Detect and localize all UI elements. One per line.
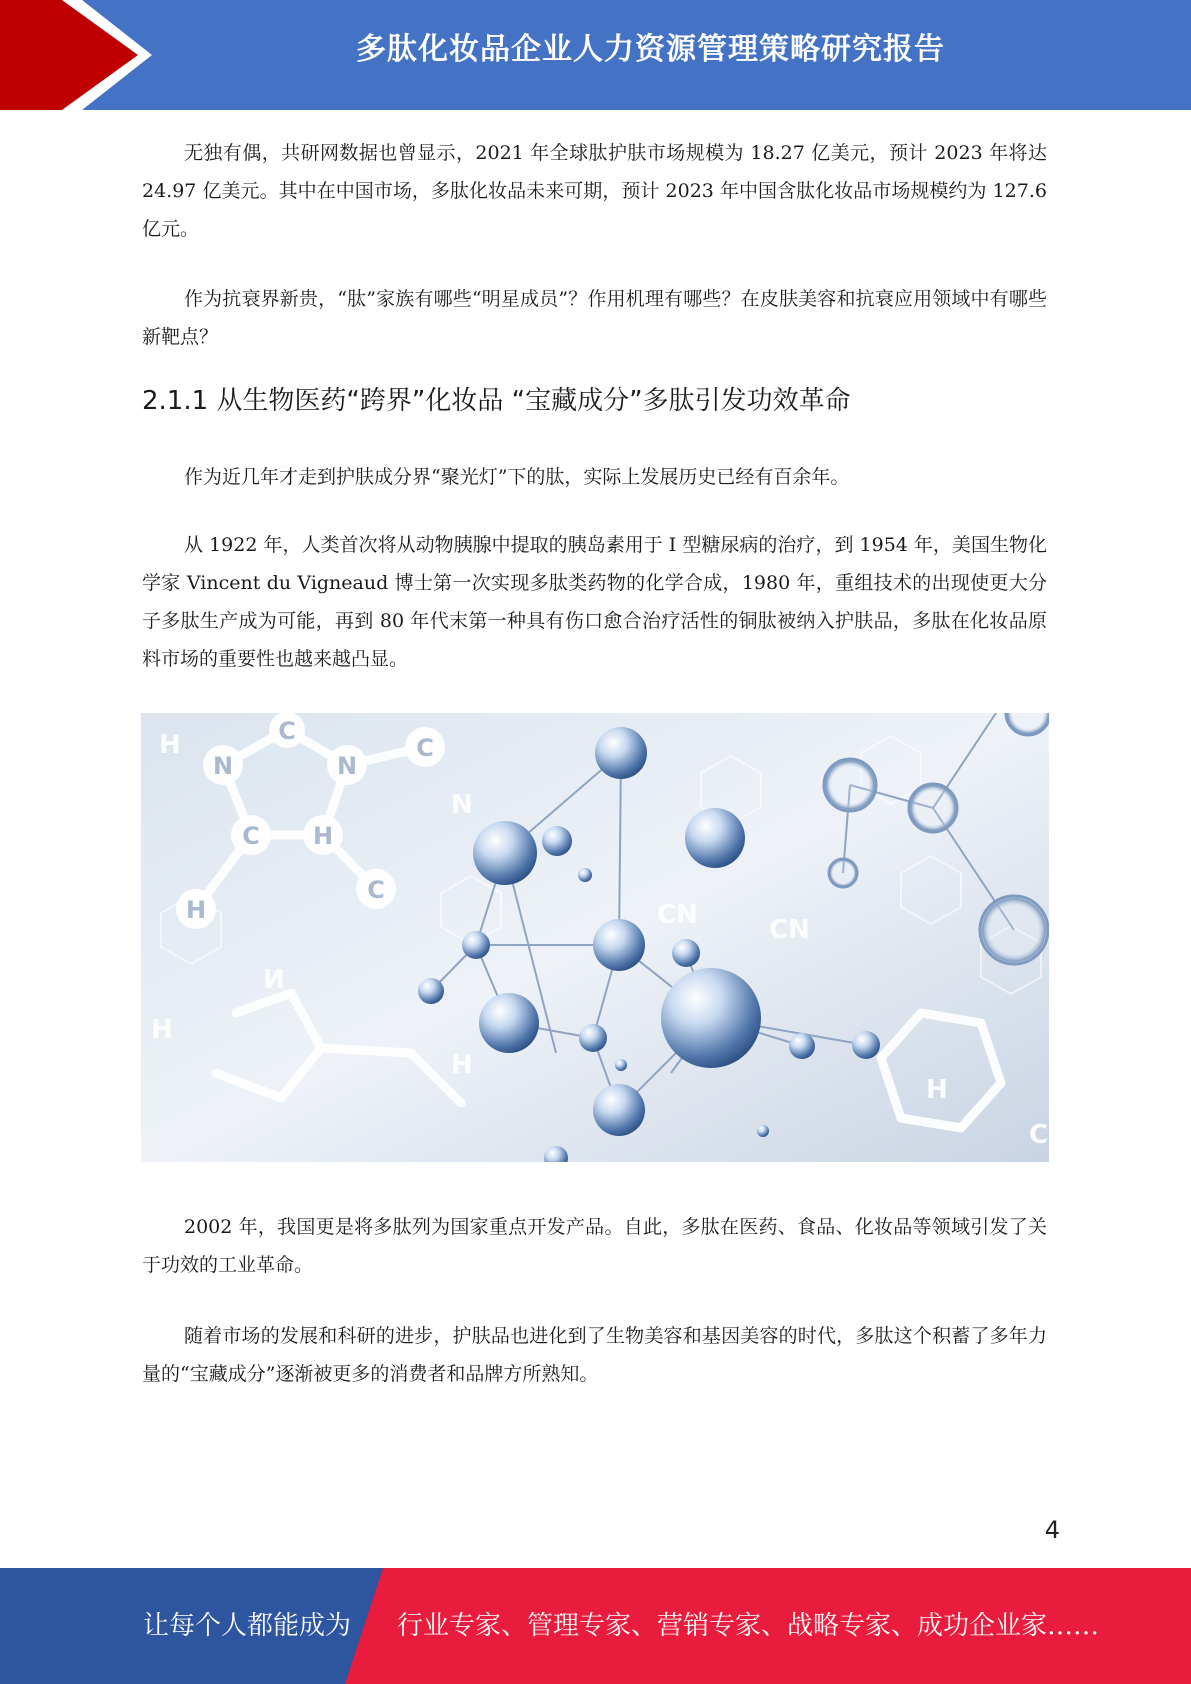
formula-label: N — [336, 752, 358, 780]
page-header — [0, 0, 1191, 110]
formula-label: H — [185, 896, 207, 924]
paragraph-4: 从 1922 年，人类首次将从动物胰腺中提取的胰岛素用于 I 型糖尿病的治疗，到 1954 年，美国生物化学家 Vincent du Vigneaud 博士第一次实现多肽类药物的化学合成，1980 年，重组技术的出现使更大分子多肽生产成为可能，再到 80 年代末第一种具有伤口愈合治疗活性的铜肽被纳入护肤品，多肽在化妆品原料市场的重要性也越来越凸显。 — [142, 534, 1047, 670]
paragraph-6: 随着市场的发展和科研的进步，护肤品也进化到了生物美容和基因美容的时代，多肽这个积蓄了多年力量的“宝藏成分”逐渐被更多的消费者和品牌方所熟知。 — [142, 1325, 1047, 1385]
page-footer — [0, 1568, 1191, 1684]
paragraph-market-size — [142, 134, 1047, 248]
paragraph-questions-block — [142, 280, 1047, 356]
paragraph-2002-block — [142, 1208, 1047, 1284]
formula-label: C — [1029, 1120, 1049, 1150]
formula-label: C — [367, 876, 385, 904]
formula-label: И — [263, 965, 285, 995]
formula-label: N — [212, 752, 234, 780]
formula-label: H — [451, 1050, 473, 1080]
formula-label: C — [416, 734, 434, 762]
formula-label: C — [278, 717, 296, 745]
footer-slogan-right: 行业专家、管理专家、营销专家、战略专家、成功企业家…… — [397, 1611, 1100, 1641]
paragraph-3: 作为近几年才走到护肤成分界“聚光灯”下的肽，实际上发展历史已经有百余年。 — [184, 466, 850, 488]
page-number: 4 — [1044, 1516, 1060, 1544]
formula-label: C — [242, 822, 260, 850]
formula-label: H — [151, 1015, 173, 1045]
paragraph-history-intro-block — [142, 458, 1047, 496]
paragraph-history-block — [142, 526, 1047, 678]
paragraph-1: 无独有偶，共研网数据也曾显示，2021 年全球肽护肤市场规模为 18.27 亿美元，预计 2023 年将达 24.97 亿美元。其中在中国市场，多肽化妆品未来可期，预计 2023 年中国含肽化妆品市场规模约为 127.6 亿元。 — [142, 142, 1047, 240]
formula-label: H — [159, 730, 181, 760]
footer-slogan-left: 让每个人都能成为 — [143, 1611, 352, 1641]
molecule-illustration — [141, 713, 1049, 1162]
formula-label: H — [312, 822, 334, 850]
formula-label: CN — [769, 915, 810, 945]
paragraph-2: 作为抗衰界新贵，“肽”家族有哪些“明星成员”？作用机理有哪些？在皮肤美容和抗衰应用领域中有哪些新靶点？ — [142, 288, 1047, 348]
formula-label: H — [926, 1075, 948, 1105]
section-heading-block — [142, 381, 1047, 421]
report-title: 多肽化妆品企业人力资源管理策略研究报告 — [356, 32, 945, 67]
paragraph-market-dev-block — [142, 1317, 1047, 1393]
formula-label: N — [451, 790, 473, 820]
section-heading: 2.1.1 从生物医药“跨界”化妆品 “宝藏成分”多肽引发功效革命 — [142, 386, 851, 416]
formula-label: CN — [657, 900, 698, 930]
paragraph-5: 2002 年，我国更是将多肽列为国家重点开发产品。自此，多肽在医药、食品、化妆品等领域引发了关于功效的工业革命。 — [142, 1216, 1047, 1276]
header-chevron-decoration — [0, 0, 160, 110]
